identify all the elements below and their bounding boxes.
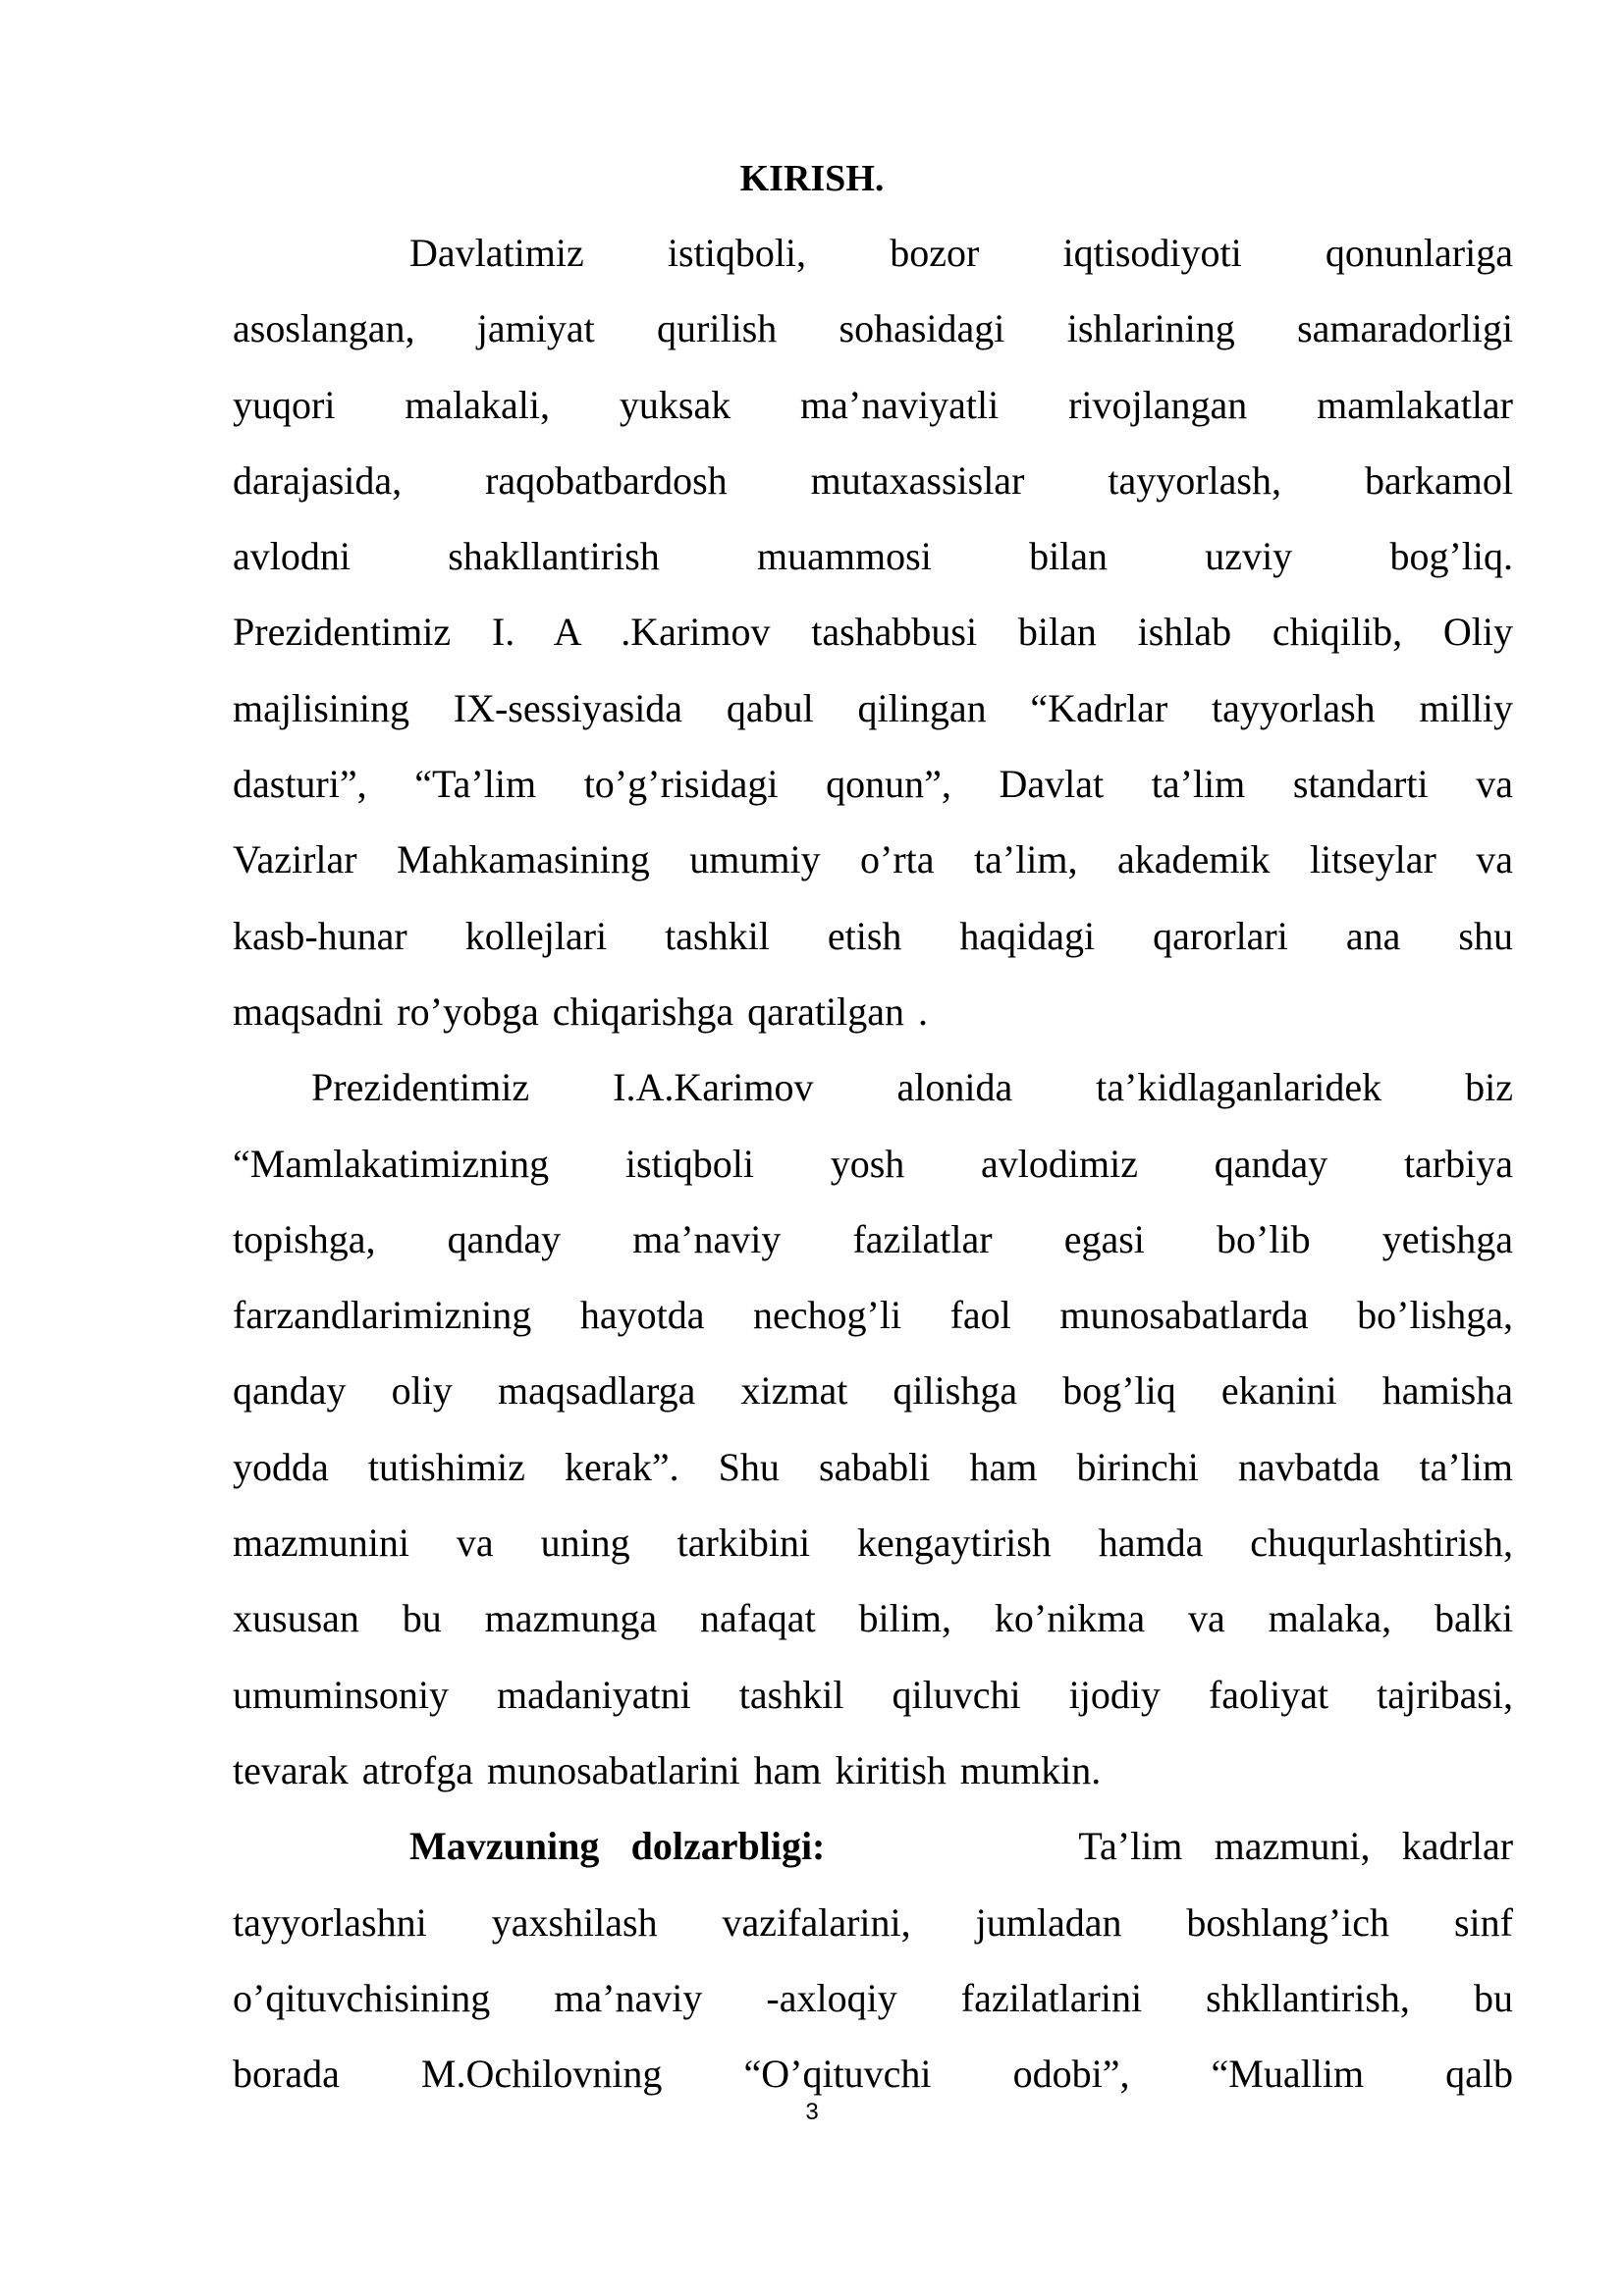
text-line: Davlatimiz istiqboli, bozor iqtisodiyoti qonunlariga — [409, 231, 1513, 275]
text-line: o’qituvchisining ma’naviy -axloqiy fazilatlarini shkllantirish, bu — [233, 1975, 1513, 2020]
text-line: mazmunini va uning tarkibini kengaytirish hamda chuqurlashtirish, — [233, 1521, 1513, 1566]
text-line: tevarak atrofga munosabatlarini ham kiritish mumkin. — [233, 1747, 1102, 1792]
text-line: borada M.Ochilovning “O’qituvchi odobi”, “Muallim qalb — [233, 2052, 1513, 2097]
page-number: 3 — [805, 2099, 819, 2125]
text-line: avlodni shakllantirish muammosi bilan uzviy bog’liq. — [233, 534, 1513, 579]
text-line-with-bold-lead — [233, 1808, 1513, 1884]
text-line: kasb-hunar kollejlari tashkil etish haqidagi qarorlari ana shu — [233, 913, 1513, 958]
text-line: Prezidentimiz I.A.Karimov alonida ta’kidlaganlaridek biz — [311, 1065, 1513, 1110]
text-line: maqsadni ro’yobga chiqarishga qaratilgan . — [233, 988, 928, 1034]
text-line: majlisining IX-sessiyasida qabul qilingan “Kadrlar tayyorlash milliy — [233, 685, 1513, 730]
text-line: topishga, qanday ma’naviy fazilatlar egasi bo’lib yetishga — [233, 1216, 1513, 1261]
text-line: “Mamlakatimizning istiqboli yosh avlodimiz qanday tarbiya — [233, 1141, 1513, 1186]
text-line: tayyorlashni yaxshilash vazifalarini, jumladan boshlang’ich sinf — [233, 1899, 1513, 1945]
text-line: yuqori malakali, yuksak ma’naviyatli rivojlangan mamlakatlar — [233, 382, 1513, 427]
text-line: Vazirlar Mahkamasining umumiy o’rta ta’lim, akademik litseylar va — [233, 837, 1513, 882]
text-line: qanday oliy maqsadlarga xizmat qilishga bog’liq ekanini hamisha — [233, 1368, 1513, 1414]
section-lead: Mavzuning dolzarbligi: — [409, 1824, 826, 1869]
text-line: Prezidentimiz I. A .Karimov tashabbusi bilan ishlab chiqilib, Oliy — [233, 610, 1513, 655]
text-line: farzandlarimizning hayotda nechog’li faol munosabatlarda bo’lishga, — [233, 1293, 1513, 1338]
text-line: umuminsoniy madaniyatni tashkil qiluvchi ijodiy faoliyat tajribasi, — [233, 1672, 1513, 1717]
text-line-rest: Ta’lim mazmuni, kadrlar — [1078, 1824, 1514, 1869]
text-line: xususan bu mazmunga nafaqat bilim, ko’nikma va malaka, balki — [233, 1596, 1513, 1641]
text-line: asoslangan, jamiyat qurilish sohasidagi ishlarining samaradorligi — [233, 306, 1513, 351]
page-title: KIRISH. — [739, 158, 885, 199]
body-text — [233, 215, 1513, 2111]
text-line: yodda tutishimiz kerak”. Shu sababli ham birinchi navbatda ta’lim — [233, 1444, 1513, 1489]
text-line: darajasida, raqobatbardosh mutaxassislar tayyorlash, barkamol — [233, 457, 1513, 503]
text-line: dasturi”, “Ta’lim to’g’risidagi qonun”, Davlat ta’lim standarti va — [233, 762, 1513, 807]
